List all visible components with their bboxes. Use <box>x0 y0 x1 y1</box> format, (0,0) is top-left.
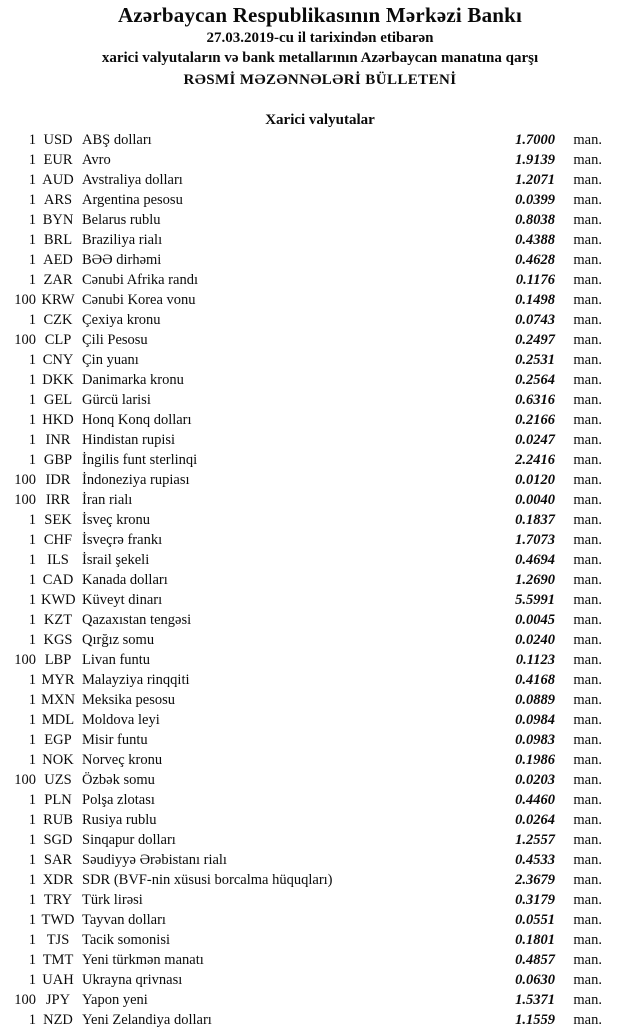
unit-cell: man. <box>573 832 602 848</box>
rate-row <box>8 1010 602 1030</box>
currency-name-cell: Moldova leyi <box>82 712 160 728</box>
currency-name-cell: Cənubi Afrika randı <box>82 272 198 288</box>
nominal-cell: 100 <box>14 772 36 788</box>
unit-cell: man. <box>573 172 602 188</box>
currency-name-cell: Cənubi Korea vonu <box>82 292 196 308</box>
currency-code-cell: EUR <box>43 152 73 168</box>
rate-row <box>8 770 602 790</box>
nominal-cell: 1 <box>28 852 36 868</box>
unit-cell: man. <box>573 452 602 468</box>
nominal-cell: 1 <box>28 432 36 448</box>
rate-value-cell: 2.2416 <box>515 452 555 468</box>
rate-value-cell: 0.1176 <box>515 272 555 288</box>
rate-value-cell: 1.1559 <box>515 1012 555 1028</box>
bulletin-header <box>0 0 620 92</box>
currency-code-cell: UZS <box>44 772 72 788</box>
currency-name-cell: Polşa zlotası <box>82 792 155 808</box>
unit-cell: man. <box>573 792 602 808</box>
currency-name-cell: Türk lirəsi <box>82 892 143 908</box>
section-title-foreign-currencies: Xarici valyutalar <box>265 112 375 128</box>
rate-row <box>8 950 602 970</box>
currency-code-cell: ILS <box>47 552 69 568</box>
currency-name-cell: Yeni türkmən manatı <box>82 952 204 968</box>
unit-cell: man. <box>573 812 602 828</box>
rate-row <box>8 430 602 450</box>
rate-row <box>8 850 602 870</box>
currency-name-cell: Çili Pesosu <box>82 332 148 348</box>
unit-cell: man. <box>573 732 602 748</box>
nominal-cell: 1 <box>28 812 36 828</box>
currency-name-cell: Honq Konq dolları <box>82 412 192 428</box>
unit-cell: man. <box>573 212 602 228</box>
currency-code-cell: HKD <box>42 412 74 428</box>
nominal-cell: 1 <box>28 672 36 688</box>
rate-row <box>8 290 602 310</box>
currency-code-cell: BRL <box>43 232 73 248</box>
bank-title: Azərbaycan Respublikasının Mərkəzi Bankı <box>117 3 523 27</box>
rate-row <box>8 370 602 390</box>
currency-name-cell: Qırğız somu <box>82 632 155 648</box>
unit-cell: man. <box>573 712 602 728</box>
unit-cell: man. <box>573 992 602 1008</box>
rate-value-cell: 0.4628 <box>515 252 555 268</box>
nominal-cell: 100 <box>14 992 36 1008</box>
currency-code-cell: KWD <box>41 592 76 608</box>
nominal-cell: 1 <box>28 972 36 988</box>
currency-name-cell: Malayziya rinqqiti <box>82 672 190 688</box>
currency-code-cell: KZT <box>43 612 73 628</box>
rate-value-cell: 0.0240 <box>515 632 555 648</box>
unit-cell: man. <box>573 152 602 168</box>
rate-row <box>8 970 602 990</box>
unit-cell: man. <box>573 492 602 508</box>
unit-cell: man. <box>573 252 602 268</box>
currency-code-cell: NZD <box>43 1012 73 1028</box>
rate-row <box>8 870 602 890</box>
currency-code-cell: MYR <box>41 672 75 688</box>
currency-code-cell: RUB <box>43 812 73 828</box>
nominal-cell: 100 <box>14 472 36 488</box>
rate-row <box>8 610 602 630</box>
rate-value-cell: 0.0045 <box>515 612 555 628</box>
nominal-cell: 1 <box>28 212 36 228</box>
nominal-cell: 1 <box>28 532 36 548</box>
unit-cell: man. <box>573 132 602 148</box>
currency-name-cell: Danimarka kronu <box>82 372 184 388</box>
currency-code-cell: DKK <box>42 372 74 388</box>
unit-cell: man. <box>573 532 602 548</box>
rate-value-cell: 0.0399 <box>515 192 555 208</box>
currency-code-cell: XDR <box>42 872 74 888</box>
nominal-cell: 1 <box>28 1012 36 1028</box>
currency-code-cell: INR <box>45 432 71 448</box>
currency-name-cell: Argentina pesosu <box>82 192 183 208</box>
currency-code-cell: CLP <box>44 332 72 348</box>
rate-value-cell: 0.4857 <box>515 952 555 968</box>
rate-value-cell: 0.0984 <box>515 712 555 728</box>
currency-name-cell: BƏƏ dirhəmi <box>82 252 162 268</box>
unit-cell: man. <box>573 552 602 568</box>
nominal-cell: 100 <box>14 332 36 348</box>
rate-value-cell: 0.0630 <box>515 972 555 988</box>
nominal-cell: 1 <box>28 872 36 888</box>
rate-value-cell: 0.4533 <box>515 852 555 868</box>
nominal-cell: 1 <box>28 152 36 168</box>
nominal-cell: 1 <box>28 452 36 468</box>
rate-row <box>8 330 602 350</box>
rate-row <box>8 810 602 830</box>
unit-cell: man. <box>573 1012 602 1028</box>
currency-name-cell: Çin yuanı <box>82 352 139 368</box>
rate-row <box>8 210 602 230</box>
currency-code-cell: IDR <box>45 472 71 488</box>
currency-name-cell: İsveçrə frankı <box>82 532 163 548</box>
rate-value-cell: 0.4388 <box>515 232 555 248</box>
currency-code-cell: UAH <box>42 972 74 988</box>
rate-value-cell: 0.0203 <box>515 772 555 788</box>
currency-code-cell: EGP <box>44 732 72 748</box>
rate-row <box>8 470 602 490</box>
rate-value-cell: 0.0120 <box>515 472 555 488</box>
rate-row <box>8 510 602 530</box>
rates-table <box>0 130 620 1030</box>
subject-line: xarici valyutaların və bank metallarının Azərbaycan manatına qarşı <box>101 50 539 66</box>
currency-code-cell: BYN <box>42 212 74 228</box>
unit-cell: man. <box>573 612 602 628</box>
rate-value-cell: 1.7000 <box>515 132 555 148</box>
effective-date-line: 27.03.2019-cu il tarixindən etibarən <box>206 30 434 46</box>
nominal-cell: 1 <box>28 612 36 628</box>
nominal-cell: 1 <box>28 732 36 748</box>
rate-row <box>8 710 602 730</box>
rate-value-cell: 0.2531 <box>515 352 555 368</box>
unit-cell: man. <box>573 312 602 328</box>
rate-value-cell: 0.4168 <box>515 672 555 688</box>
rate-value-cell: 0.0247 <box>515 432 555 448</box>
rate-row <box>8 550 602 570</box>
nominal-cell: 1 <box>28 252 36 268</box>
currency-name-cell: Gürcü larisi <box>82 392 151 408</box>
rate-row <box>8 830 602 850</box>
currency-name-cell: Braziliya rialı <box>82 232 163 248</box>
unit-cell: man. <box>573 352 602 368</box>
rate-row <box>8 750 602 770</box>
nominal-cell: 1 <box>28 752 36 768</box>
nominal-cell: 100 <box>14 652 36 668</box>
unit-cell: man. <box>573 752 602 768</box>
unit-cell: man. <box>573 392 602 408</box>
currency-code-cell: PLN <box>44 792 72 808</box>
currency-name-cell: Yapon yeni <box>82 992 148 1008</box>
currency-name-cell: Səudiyyə Ərəbistanı rialı <box>82 852 227 868</box>
currency-name-cell: Tayvan dolları <box>82 912 166 928</box>
currency-code-cell: TWD <box>41 912 75 928</box>
currency-name-cell: Livan funtu <box>82 652 151 668</box>
currency-code-cell: AED <box>43 252 73 268</box>
currency-name-cell: Özbək somu <box>82 772 155 788</box>
rate-value-cell: 0.4460 <box>515 792 555 808</box>
currency-name-cell: Tacik somonisi <box>82 932 170 948</box>
rate-value-cell: 0.0889 <box>515 692 555 708</box>
nominal-cell: 1 <box>28 232 36 248</box>
rate-row <box>8 930 602 950</box>
rate-value-cell: 1.5371 <box>515 992 555 1008</box>
nominal-cell: 1 <box>28 272 36 288</box>
currency-name-cell: Qazaxıstan tengəsi <box>82 612 192 628</box>
rate-row <box>8 170 602 190</box>
rate-value-cell: 0.0551 <box>515 912 555 928</box>
unit-cell: man. <box>573 632 602 648</box>
bulletin-title: RƏSMİ MƏZƏNNƏLƏRİ BÜLLETENİ <box>183 72 457 88</box>
nominal-cell: 1 <box>28 712 36 728</box>
unit-cell: man. <box>573 192 602 208</box>
unit-cell: man. <box>573 372 602 388</box>
rate-row <box>8 650 602 670</box>
currency-name-cell: Norveç kronu <box>82 752 163 768</box>
rate-row <box>8 890 602 910</box>
unit-cell: man. <box>573 432 602 448</box>
currency-code-cell: NOK <box>42 752 74 768</box>
rate-row <box>8 130 602 150</box>
nominal-cell: 1 <box>28 792 36 808</box>
unit-cell: man. <box>573 772 602 788</box>
rate-value-cell: 1.2690 <box>515 572 555 588</box>
rate-row <box>8 250 602 270</box>
currency-name-cell: Avro <box>82 152 111 168</box>
currency-name-cell: SDR (BVF-nin xüsusi borcalma hüquqları) <box>82 872 333 888</box>
currency-code-cell: TRY <box>43 892 73 908</box>
rate-value-cell: 0.4694 <box>515 552 555 568</box>
unit-cell: man. <box>573 292 602 308</box>
rate-row <box>8 590 602 610</box>
nominal-cell: 1 <box>28 352 36 368</box>
unit-cell: man. <box>573 572 602 588</box>
currency-name-cell: Hindistan rupisi <box>82 432 176 448</box>
currency-code-cell: GBP <box>43 452 73 468</box>
rate-value-cell: 0.8038 <box>515 212 555 228</box>
rate-row <box>8 490 602 510</box>
currency-code-cell: JPY <box>45 992 71 1008</box>
unit-cell: man. <box>573 972 602 988</box>
currency-name-cell: Avstraliya dolları <box>82 172 183 188</box>
rate-row <box>8 190 602 210</box>
currency-name-cell: Meksika pesosu <box>82 692 176 708</box>
nominal-cell: 100 <box>14 292 36 308</box>
rate-value-cell: 0.0743 <box>515 312 555 328</box>
rate-value-cell: 0.0983 <box>515 732 555 748</box>
nominal-cell: 1 <box>28 932 36 948</box>
rate-row <box>8 630 602 650</box>
rate-row <box>8 790 602 810</box>
rate-value-cell: 0.1498 <box>515 292 555 308</box>
nominal-cell: 1 <box>28 912 36 928</box>
currency-code-cell: MDL <box>41 712 75 728</box>
rate-row <box>8 390 602 410</box>
nominal-cell: 1 <box>28 572 36 588</box>
currency-name-cell: Misir funtu <box>82 732 148 748</box>
unit-cell: man. <box>573 412 602 428</box>
rate-row <box>8 450 602 470</box>
nominal-cell: 1 <box>28 172 36 188</box>
currency-code-cell: GEL <box>43 392 73 408</box>
rate-value-cell: 0.0040 <box>515 492 555 508</box>
unit-cell: man. <box>573 892 602 908</box>
currency-code-cell: SAR <box>43 852 73 868</box>
rate-row <box>8 730 602 750</box>
currency-code-cell: LBP <box>44 652 72 668</box>
unit-cell: man. <box>573 472 602 488</box>
currency-code-cell: TJS <box>46 932 70 948</box>
rate-value-cell: 1.9139 <box>515 152 555 168</box>
nominal-cell: 1 <box>28 372 36 388</box>
unit-cell: man. <box>573 872 602 888</box>
currency-name-cell: Yeni Zelandiya dolları <box>82 1012 212 1028</box>
rate-value-cell: 1.7073 <box>515 532 555 548</box>
rate-row <box>8 910 602 930</box>
rate-row <box>8 410 602 430</box>
nominal-cell: 1 <box>28 892 36 908</box>
rate-row <box>8 230 602 250</box>
currency-code-cell: MXN <box>41 692 75 708</box>
unit-cell: man. <box>573 592 602 608</box>
unit-cell: man. <box>573 692 602 708</box>
rate-value-cell: 0.1123 <box>515 652 555 668</box>
unit-cell: man. <box>573 952 602 968</box>
rate-value-cell: 0.2497 <box>515 332 555 348</box>
nominal-cell: 1 <box>28 692 36 708</box>
rate-row <box>8 570 602 590</box>
rate-value-cell: 1.2071 <box>515 172 555 188</box>
rate-value-cell: 0.1837 <box>515 512 555 528</box>
rate-value-cell: 0.0264 <box>515 812 555 828</box>
unit-cell: man. <box>573 652 602 668</box>
rate-value-cell: 2.3679 <box>515 872 555 888</box>
currency-name-cell: Ukrayna qrivnası <box>82 972 183 988</box>
rate-row <box>8 270 602 290</box>
currency-name-cell: Rusiya rublu <box>82 812 157 828</box>
currency-name-cell: İndoneziya rupiası <box>82 472 190 488</box>
nominal-cell: 1 <box>28 632 36 648</box>
currency-code-cell: TMT <box>42 952 74 968</box>
unit-cell: man. <box>573 852 602 868</box>
currency-name-cell: İsveç kronu <box>82 512 151 528</box>
rate-row <box>8 350 602 370</box>
rate-row <box>8 530 602 550</box>
currency-name-cell: Sinqapur dolları <box>82 832 176 848</box>
currency-code-cell: CHF <box>43 532 73 548</box>
rate-value-cell: 5.5991 <box>515 592 555 608</box>
rate-row <box>8 310 602 330</box>
currency-name-cell: Belarus rublu <box>82 212 161 228</box>
unit-cell: man. <box>573 512 602 528</box>
currency-code-cell: ZAR <box>43 272 73 288</box>
currency-name-cell: Küveyt dinarı <box>82 592 163 608</box>
currency-code-cell: CAD <box>42 572 74 588</box>
currency-code-cell: CZK <box>43 312 73 328</box>
nominal-cell: 1 <box>28 832 36 848</box>
rate-value-cell: 0.1801 <box>515 932 555 948</box>
rate-row <box>8 990 602 1010</box>
nominal-cell: 1 <box>28 132 36 148</box>
currency-code-cell: CNY <box>42 352 74 368</box>
currency-name-cell: İngilis funt sterlinqi <box>82 452 198 468</box>
currency-name-cell: ABŞ dolları <box>82 132 152 148</box>
rate-value-cell: 0.3179 <box>515 892 555 908</box>
nominal-cell: 1 <box>28 592 36 608</box>
unit-cell: man. <box>573 332 602 348</box>
rate-row <box>8 150 602 170</box>
nominal-cell: 1 <box>28 512 36 528</box>
rate-row <box>8 690 602 710</box>
nominal-cell: 1 <box>28 952 36 968</box>
unit-cell: man. <box>573 932 602 948</box>
currency-name-cell: Çexiya kronu <box>82 312 161 328</box>
rate-value-cell: 1.2557 <box>515 832 555 848</box>
nominal-cell: 1 <box>28 412 36 428</box>
nominal-cell: 1 <box>28 392 36 408</box>
currency-code-cell: KRW <box>41 292 75 308</box>
currency-code-cell: ARS <box>43 192 73 208</box>
rate-value-cell: 0.2166 <box>515 412 555 428</box>
rate-value-cell: 0.2564 <box>515 372 555 388</box>
rate-value-cell: 0.1986 <box>515 752 555 768</box>
unit-cell: man. <box>573 232 602 248</box>
nominal-cell: 1 <box>28 312 36 328</box>
currency-name-cell: İran rialı <box>82 492 133 508</box>
nominal-cell: 1 <box>28 192 36 208</box>
currency-name-cell: Kanada dolları <box>82 572 168 588</box>
nominal-cell: 1 <box>28 552 36 568</box>
currency-code-cell: SEK <box>44 512 72 528</box>
rate-row <box>8 670 602 690</box>
currency-code-cell: USD <box>43 132 73 148</box>
unit-cell: man. <box>573 272 602 288</box>
currency-code-cell: SGD <box>43 832 73 848</box>
rate-value-cell: 0.6316 <box>515 392 555 408</box>
currency-code-cell: IRR <box>45 492 71 508</box>
currency-code-cell: AUD <box>42 172 74 188</box>
unit-cell: man. <box>573 672 602 688</box>
unit-cell: man. <box>573 912 602 928</box>
nominal-cell: 100 <box>14 492 36 508</box>
currency-name-cell: İsrail şekeli <box>82 552 150 568</box>
currency-code-cell: KGS <box>43 632 73 648</box>
